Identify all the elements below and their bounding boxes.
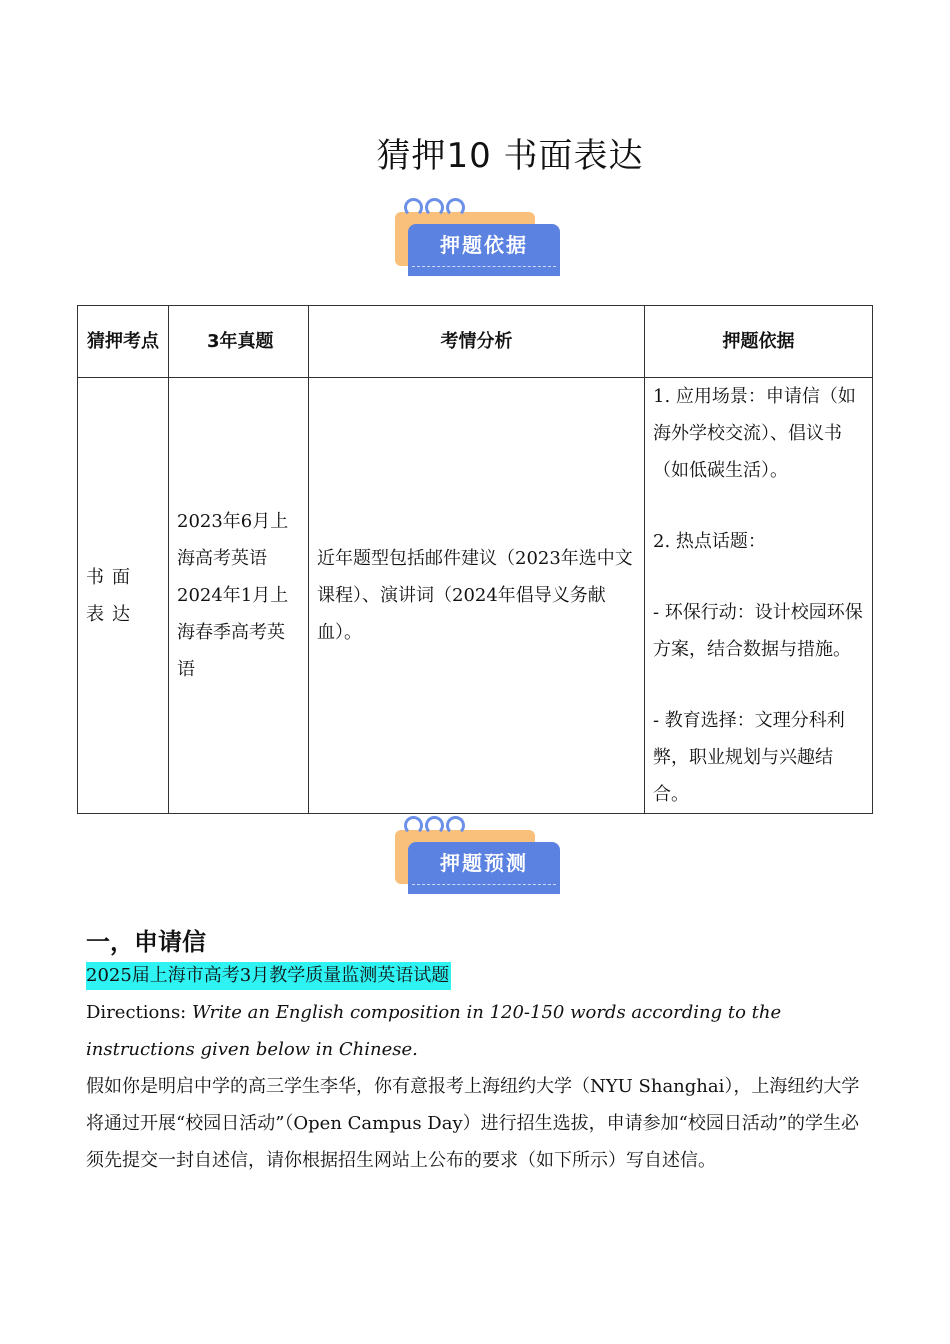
table-row xyxy=(78,378,873,814)
exam-item: 2023年6月上海高考英语 xyxy=(177,511,289,569)
ring-binder-icon xyxy=(404,816,467,839)
source-highlight: 2025届上海市高考3月教学质量监测英语试题 xyxy=(86,962,451,990)
ring-binder-icon xyxy=(404,198,467,221)
header-analysis: 考情分析 xyxy=(309,306,645,378)
cell-topic: 书面表达 xyxy=(78,378,169,814)
badge-label: 押题预测 xyxy=(408,842,560,884)
basis-item: 1. 应用场景：申请信（如海外学校交流）、倡议书（如低碳生活）。 xyxy=(653,386,856,481)
exam-item: 2024年1月上海春季高考英语 xyxy=(177,585,289,680)
cell-basis xyxy=(645,378,873,814)
page-title: 猜押10 书面表达 xyxy=(376,136,644,176)
badge-prediction xyxy=(390,814,565,900)
section-heading: 一，申请信 xyxy=(86,928,206,956)
table-header-row xyxy=(78,306,873,378)
basis-item: - 教育选择：文理分科利弊，职业规划与兴趣结合。 xyxy=(653,710,845,805)
basis-item: - 环保行动：设计校园环保方案，结合数据与措施。 xyxy=(653,602,863,660)
analysis-table xyxy=(77,305,873,814)
cell-exams xyxy=(169,378,309,814)
badge-basis xyxy=(390,196,565,282)
directions-label: Directions: xyxy=(86,1002,187,1023)
header-basis: 押题依据 xyxy=(645,306,873,378)
header-exams: 3年真题 xyxy=(169,306,309,378)
cell-analysis: 近年题型包括邮件建议（2023年选中文课程）、演讲词（2024年倡导义务献血）。 xyxy=(309,378,645,814)
directions xyxy=(86,994,866,1068)
directions-text: Write an English composition in 120-150 words according to the instructions given below in Chinese. xyxy=(86,1002,782,1060)
badge-label: 押题依据 xyxy=(408,224,560,266)
header-topic: 猜押考点 xyxy=(78,306,169,378)
basis-item: 2. 热点话题： xyxy=(653,531,766,552)
prompt-paragraph: 假如你是明启中学的高三学生李华，你有意报考上海纽约大学（NYU Shanghai），上海纽约大学将通过开展“校园日活动”（Open Campus Day）进行招生选拔，申请参加“校园日活动”的学生必须先提交一封自述信，请你根据招生网站上公布的要求（如下所示）写自述信。 xyxy=(86,1076,860,1171)
